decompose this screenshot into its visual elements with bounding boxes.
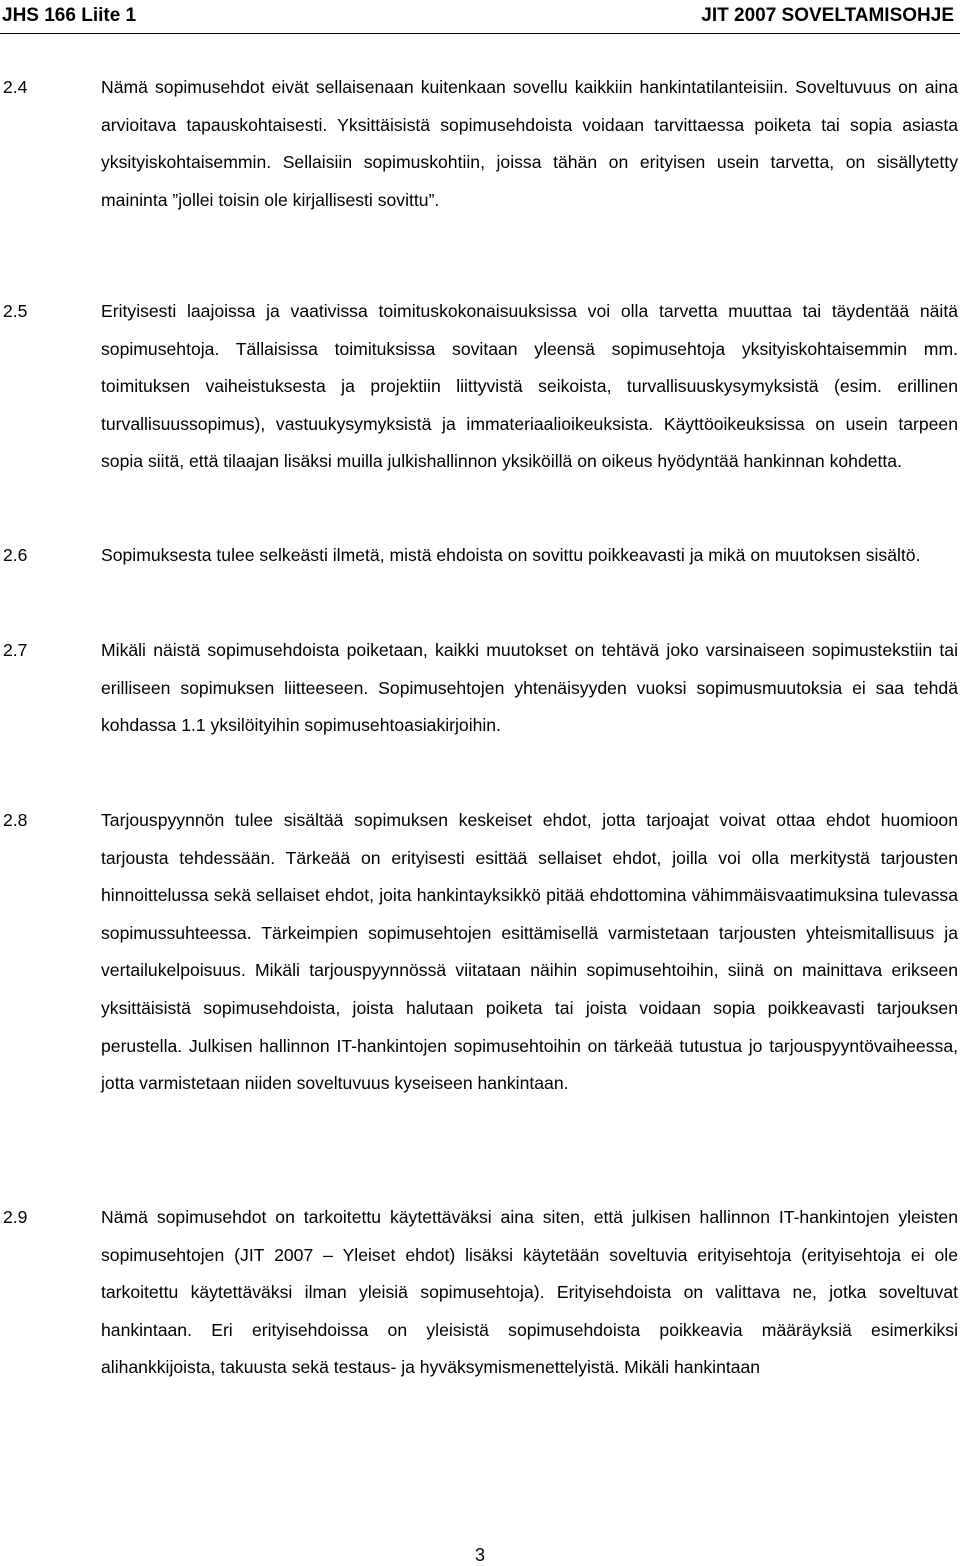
section-2-5 <box>0 293 960 481</box>
section-number: 2.5 <box>3 301 28 321</box>
section-number: 2.8 <box>3 810 28 830</box>
section-number: 2.4 <box>3 77 28 97</box>
section-paragraph: Erityisesti laajoissa ja vaativissa toimituskokonaisuuksissa voi olla tarvetta muuttaa tai täydentää näitä sopimusehtoja. Tällaisissa toimituksissa sovitaan yleensä sopimusehtoja yksityiskohtaisemmin mm. toimituksen vaiheistuksesta ja projektiin liittyvistä seikoista, turvallisuuskysymyksistä (esim. erillinen turvallisuussopimus), vastuukysymyksistä ja immateriaalioikeuksista. Käyttöoikeuksissa on usein tarpeen sopia siitä, että tilaajan lisäksi muilla julkishallinnon yksiköillä on oikeus hyödyntää hankinnan kohdetta. <box>101 301 958 472</box>
section-paragraph: Sopimuksesta tulee selkeästi ilmetä, mistä ehdoista on sovittu poikkeavasti ja mikä on muutoksen sisältö. <box>101 545 921 565</box>
section-2-6 <box>0 537 960 575</box>
section-number: 2.6 <box>3 545 28 565</box>
section-2-8 <box>0 802 960 1103</box>
page-header <box>2 3 954 29</box>
section-number: 2.9 <box>3 1207 28 1227</box>
section-paragraph: Nämä sopimusehdot eivät sellaisenaan kuitenkaan sovellu kaikkiin hankintatilanteisiin. Soveltuvuus on aina arvioitava tapauskohtaisesti. Yksittäisistä sopimusehdoista voidaan tarvittaessa poiketa tai sopia asiasta yksityiskohtaisemmin. Sellaisiin sopimuskohtiin, joissa tähän on erityisen usein tarvetta, on sisällytetty maininta ”jollei toisin ole kirjallisesti sovittu”. <box>101 77 958 210</box>
section-2-7 <box>0 632 960 745</box>
section-2-4 <box>0 69 960 219</box>
page-number: 3 <box>474 1545 485 1565</box>
section-number: 2.7 <box>3 640 28 660</box>
section-2-9 <box>0 1199 960 1387</box>
section-paragraph: Mikäli näistä sopimusehdoista poiketaan, kaikki muutokset on tehtävä joko varsinaiseen sopimustekstiin tai erilliseen sopimuksen liitteeseen. Sopimusehtojen yhtenäisyyden vuoksi sopimusmuutoksia ei saa tehdä kohdassa 1.1 yksilöityihin sopimusehtoasiakirjoihin. <box>101 640 958 736</box>
header-document-title: JIT 2007 SOVELTAMISOHJE <box>701 5 954 26</box>
section-paragraph: Nämä sopimusehdot on tarkoitettu käytettäväksi aina siten, että julkisen hallinnon IT-hankintojen yleisten sopimusehtojen (JIT 2007 – Yleiset ehdot) lisäksi käytetään soveltuvia erityisehtoja (erityisehtoja ei ole tarkoitettu käytettäväksi ilman yleisiä sopimusehtoja). Erityisehdoista on valittava ne, jotka soveltuvat hankintaan. Eri erityisehdoissa on yleisistä sopimusehdoista poikkeavia määräyksiä esimerkiksi alihankkijoista, takuusta sekä testaus- ja hyväksymismenettelyistä. Mikäli hankintaan <box>101 1207 958 1378</box>
header-document-id: JHS 166 Liite 1 <box>2 5 137 26</box>
header-divider <box>0 33 960 34</box>
section-paragraph: Tarjouspyynnön tulee sisältää sopimuksen keskeiset ehdot, jotta tarjoajat voivat ottaa ehdot huomioon tarjousta tehdessään. Tärkeää on erityisesti esittää sellaiset ehdot, joilla voi olla merkitystä tarjousten hinnoittelussa sekä sellaiset ehdot, joita hankintayksikkö pitää ehdottomina vähimmäisvaatimuksina tulevassa sopimussuhteessa. Tärkeimpien sopimusehtojen esittämisellä varmistetaan tarjousten yhteismitallisuus ja vertailukelpoisuus. Mikäli tarjouspyynnössä viitataan näihin sopimusehtoihin, siinä on mainittava erikseen yksittäisistä sopimusehdoista, joista halutaan poiketa tai joista voidaan sopia poikkeavasti tarjouksen perustella. Julkisen hallinnon IT-hankintojen sopimusehtoihin on tärkeää tutustua jo tarjouspyyntövaiheessa, jotta varmistetaan niiden soveltuvuus kyseiseen hankintaan. <box>101 810 958 1094</box>
